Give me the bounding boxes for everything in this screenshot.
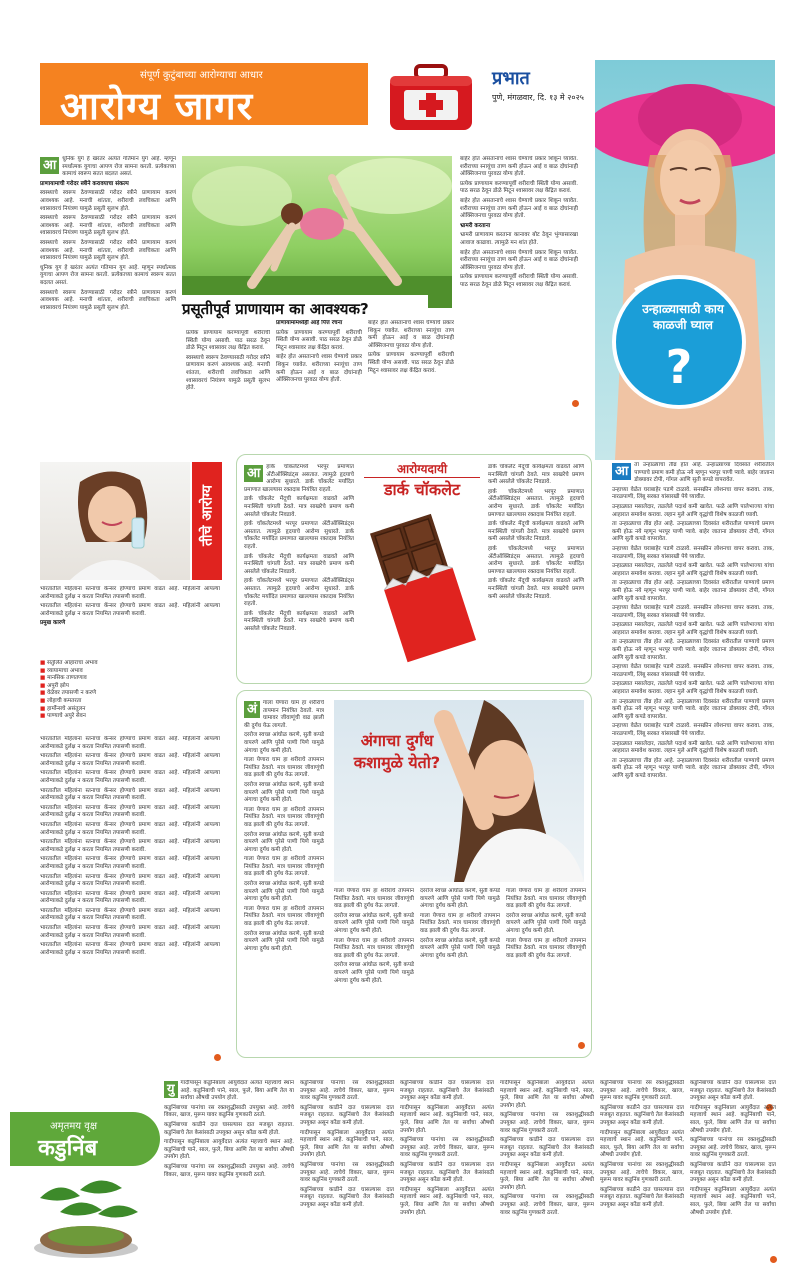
- neem-p25: कडुनिंबाच्या काडीने दात घासल्यास दात मजबूत राहतात. कडुनिंबाचे तेल केसांसाठी उपयुक्त असून कोंडा कमी होतो.: [600, 1186, 684, 1208]
- end-mark-icon: [214, 1054, 221, 1061]
- odor-col1: [244, 700, 324, 1050]
- odor-p14: दररोज स्वच्छ आंघोळ करणे, सुती कपडे वापरणे आणि पुरेसे पाणी पिणे यामुळे अंगाचा दुर्गंध कमी होतो.: [334, 962, 414, 984]
- summer-p15: उन्हाळ्यात मसालेदार, तळलेले पदार्थ कमी खावेत. फळे आणि पालेभाज्या यांचा आहारात समावेश करावा. लहान मुले आणि वृद्धांची विशेष काळजी घ्यावी.: [612, 740, 774, 755]
- odor-p20: गाला येणारा घाम हा शरीराचे तापमान नियंत्रित ठेवतो. मात्र घामावर जीवाणूंची वाढ झाली की दुर्गंध येऊ लागतो.: [506, 937, 586, 959]
- odor-p11: गाला येणारा घाम हा शरीराचे तापमान नियंत्रित ठेवतो. मात्र घामावर जीवाणूंची वाढ झाली की दुर्गंध येऊ लागतो.: [334, 888, 414, 910]
- pranayam-intro: धुनिक युग हे खरंतर अत्यंत गतिमान युग आहे. म्हणून स्पर्धात्मक युगाचा आपण रोज सामना करतो. प्रत्येकाच्या कामाचं स्वरूप सतत बदलत असतं.: [62, 156, 176, 178]
- summer-p4: ता उन्हाळ्याचा तीव्र होत आहे. उन्हाळ्याच्या दिवसांत शरीरातील पाण्याचे प्रमाण कमी होऊ नये म्हणून भरपूर पाणी प्यावे. बाहेर जाताना डोक्यावर टोपी, गॉगल आणि सुती कपडे वापरावेत.: [612, 521, 774, 543]
- pranayam-body-1e: स्वस्थ्याचे स्वरूप ठेवण्यासाठी गरोदर स्त्रीने प्राणायाम करणं आवश्यक आहे. मनाची शांतता, शरीराची लवचिकता आणि श्वासावरचं नियंत्रण यामुळे प्रसूती सुलभ होते.: [40, 289, 176, 311]
- pranayam-col3: [276, 320, 362, 412]
- odor-p12: दररोज स्वच्छ आंघोळ करणे, सुती कपडे वापरणे आणि पुरेसे पाणी पिणे यामुळे अंगाचा दुर्गंध कमी होतो.: [334, 912, 414, 934]
- odor-p6: दररोज स्वच्छ आंघोळ करणे, सुती कपडे वापरणे आणि पुरेसे पाणी पिणे यामुळे अंगाचा दुर्गंध कमी होतो.: [244, 831, 324, 853]
- neem-p7: कडुनिंबाच्या काडीने दात घासल्यास दात मजबूत राहतात. कडुनिंबाचे तेल केसांसाठी उपयुक्त असून कोंडा कमी होतो.: [300, 1104, 394, 1126]
- chocolate-kicker: आरोग्यदायी: [364, 460, 480, 478]
- odor-col3: [420, 888, 500, 1050]
- bullet-item: ■ वेळेवर तपासणी न करणे: [40, 690, 96, 697]
- neem-p30: गादीपासून कडुनिंबाला आयुर्वेदात अत्यंत महत्त्वाचे स्थान आहे. कडुनिंबाची पाने, साल, फुले, बिया आणि तेल या सर्वांचा औषधी उपयोग होतो.: [690, 1186, 776, 1216]
- womens-p: भारतातील महिलांना स्तनाचा कॅन्सर होण्याचे प्रमाण वाढत आहे. महिलांनी आपल्या आरोग्याकडे दुर्लक्ष न करता नियमित तपासणी करावी.: [40, 873, 220, 888]
- neem-p13: कडुनिंबाच्या पानांचा रस रक्तशुद्धीसाठी उपयुक्त आहे. त्वचेचे विकार, खाज, मुरूम यावर कडुनिंब गुणकारी ठरतो.: [400, 1137, 494, 1159]
- summer-dropcap: आ: [612, 463, 631, 480]
- pranayam-body-1: स्वस्थ्याचे स्वरूप ठेवण्यासाठी गरोदर स्त्रीने प्राणायाम करणं आवश्यक आहे. मनाची शांतता, शरीराची लवचिकता आणि श्वासावरचं नियंत्रण यामुळे प्रसूती सुलभ होते.: [40, 190, 176, 212]
- neem-title-big: कडुनिंब: [38, 1136, 98, 1161]
- odor-p5: गाला येणारा घाम हा शरीराचे तापमान नियंत्रित ठेवतो. मात्र घामावर जीवाणूंची वाढ झाली की दुर्गंध येऊ लागतो.: [244, 806, 324, 828]
- summer-p6: उन्हाळ्यात मसालेदार, तळलेले पदार्थ कमी खावेत. फळे आणि पालेभाज्या यांचा आहारात समावेश करावा. लहान मुले आणि वृद्धांची विशेष काळजी घ्यावी.: [612, 563, 774, 577]
- womens-bullets: [40, 660, 220, 721]
- neem-p2: कडुनिंबाच्या पानांचा रस रक्तशुद्धीसाठी उपयुक्त आहे. त्वचेचे विकार, खाज, मुरूम यावर कडुनिंब गुणकारी ठरतो.: [164, 1104, 294, 1119]
- bullet-item: ■ हार्मोन्सचे असंतुलन: [40, 705, 86, 712]
- pranayam-dropcap: आ: [40, 157, 59, 174]
- neem-p18: कडुनिंबाच्या काडीने दात घासल्यास दात मजबूत राहतात. कडुनिंबाचे तेल केसांसाठी उपयुक्त असून कोंडा कमी होतो.: [500, 1137, 594, 1159]
- summer-p11: उन्हाच्या वेळेत घराबाहेर पडणे टाळावे. सनस्क्रीन लोशनचा वापर करावा. ताक, नारळपाणी, लिंबू सरबत यांसारखी पेये घ्यावीत.: [612, 664, 774, 678]
- odor-p15: दररोज स्वच्छ आंघोळ करणे, सुती कपडे वापरणे आणि पुरेसे पाणी पिणे यामुळे अंगाचा दुर्गंध कमी होतो.: [420, 888, 500, 910]
- odor-col4: [506, 888, 586, 1050]
- summer-p8: उन्हाच्या वेळेत घराबाहेर पडणे टाळावे. सनस्क्रीन लोशनचा वापर करावा. ताक, नारळपाणी, लिंबू सरबत यांसारखी पेये घ्यावीत.: [612, 605, 774, 619]
- odor-p9: गाला येणारा घाम हा शरीराचे तापमान नियंत्रित ठेवतो. मात्र घामावर जीवाणूंची वाढ झाली की दुर्गंध येऊ लागतो.: [244, 905, 324, 928]
- neem-p9: कडुनिंबाच्या पानांचा रस रक्तशुद्धीसाठी उपयुक्त आहे. त्वचेचे विकार, खाज, मुरूम यावर कडुनिंब गुणकारी ठरतो.: [300, 1161, 394, 1184]
- end-mark-icon: [578, 1042, 585, 1049]
- summer-article: [612, 462, 774, 1112]
- woman-drinking-photo: [40, 462, 190, 580]
- newspaper-brand: [492, 66, 588, 103]
- neem-dropcap: यु: [164, 1081, 178, 1098]
- pranayam-col4-text: बाहेर होत असतानाचे श्वास घेण्याचे प्रकार शिकून घ्यावेत. शरीराच्या स्नायूंचा ताण कमी होऊन आई व बाळ दोघांनाही ऑक्सिजनचा पुरवठा योग्य होतो.: [368, 320, 454, 349]
- neem-col4: [500, 1080, 594, 1260]
- womens-p: भारतातील महिलांना स्तनाचा कॅन्सर होण्याचे प्रमाण वाढत आहे. महिलांनी आपल्या आरोग्याकडे दुर्लक्ष न करता नियमित तपासणी करावी.: [40, 821, 220, 836]
- chocolate-p3: हार्क चॉकलेटमध्ये भरपूर प्रमाणात अँटीऑक्सिडंट्स असतात. त्यामुळे हृदयाचे आरोग्य सुधारते. डार्क चॉकलेट मर्यादित प्रमाणात खाल्ल्यास रक्तदाब नियंत्रित राहतो.: [244, 521, 354, 550]
- chocolate-dropcap: आ: [244, 465, 263, 482]
- neem-p22: कडुनिंबाच्या काडीने दात घासल्यास दात मजबूत राहतात. कडुनिंबाचे तेल केसांसाठी उपयुक्त असून कोंडा कमी होतो.: [600, 1104, 684, 1126]
- odor-p16: गाला येणारा घाम हा शरीराचे तापमान नियंत्रित ठेवतो. मात्र घामावर जीवाणूंची वाढ झाली की दुर्गंध येऊ लागतो.: [420, 912, 500, 934]
- masthead: [40, 63, 368, 128]
- neem-p21: कडुनिंबाच्या पानांचा रस रक्तशुद्धीसाठी उपयुक्त आहे. त्वचेचे विकार, खाज, मुरूम यावर कडुनिंब गुणकारी ठरतो.: [600, 1080, 684, 1102]
- neem-p14: कडुनिंबाच्या काडीने दात घासल्यास दात मजबूत राहतात. कडुनिंबाचे तेल केसांसाठी उपयुक्त असून कोंडा कमी होतो.: [400, 1161, 494, 1184]
- chocolate-p1: हार्क चॉकलेटमध्ये भरपूर प्रमाणात अँटीऑक्सिडंट्स असतात. त्यामुळे हृदयाचे आरोग्य सुधारते. डार्क चॉकलेट मर्यादित प्रमाणात खाल्ल्यास रक्तदाब नियंत्रित राहतो.: [244, 464, 354, 493]
- chocolate-col2: [488, 464, 584, 676]
- neem-p20: कडुनिंबाच्या पानांचा रस रक्तशुद्धीसाठी उपयुक्त आहे. त्वचेचे विकार, खाज, मुरूम यावर कडुनिंब गुणकारी ठरतो.: [500, 1194, 594, 1216]
- pregnant-yoga-photo: [182, 156, 452, 308]
- chocolate-col1: [244, 464, 354, 676]
- summer-p10: ता उन्हाळ्याचा तीव्र होत आहे. उन्हाळ्याच्या दिवसांत शरीरातील पाण्याचे प्रमाण कमी होऊ नये म्हणून भरपूर पाणी प्यावे. बाहेर जाताना डोक्यावर टोपी, गॉगल आणि सुती कपडे वापरावेत.: [612, 639, 774, 661]
- neem-p23: गादीपासून कडुनिंबाला आयुर्वेदात अत्यंत महत्त्वाचे स्थान आहे. कडुनिंबाची पाने, साल, फुले, बिया आणि तेल या सर्वांचा औषधी उपयोग होतो.: [600, 1129, 684, 1159]
- neem-p24: कडुनिंबाच्या पानांचा रस रक्तशुद्धीसाठी उपयुक्त आहे. त्वचेचे विकार, खाज, मुरूम यावर कडुनिंब गुणकारी ठरतो.: [600, 1161, 684, 1184]
- neem-p27: गादीपासून कडुनिंबाला आयुर्वेदात अत्यंत महत्त्वाचे स्थान आहे. कडुनिंबाची पाने, साल, फुले, बिया आणि तेल या सर्वांचा औषधी उपयोग होतो.: [690, 1104, 776, 1134]
- summer-p1: ता उन्हाळ्याचा तीव्र होत आहे. उन्हाळ्याच्या दिवसांत शरीरातील पाण्याचे प्रमाण कमी होऊ नये म्हणून भरपूर पाणी प्यावे. बाहेर जाताना डोक्यावर टोपी, गॉगल आणि सुती कपडे वापरावेत.: [634, 462, 774, 484]
- chocolate-p11: डार्क चॉकलेट मेंदूची कार्यक्षमता वाढवते आणि मनःस्थिती चांगली ठेवते. मात्र साखरेचे प्रमाण कमी असलेले चॉकलेट निवडावे.: [488, 578, 584, 600]
- odor-p18: गाला येणारा घाम हा शरीराचे तापमान नियंत्रित ठेवतो. मात्र घामावर जीवाणूंची वाढ झाली की दुर्गंध येऊ लागतो.: [506, 888, 586, 910]
- odor-headline: अंगाचा दुर्गंध कशामुळे येतो?: [353, 731, 441, 772]
- neem-p4: गादीपासून कडुनिंबाला आयुर्वेदात अत्यंत महत्त्वाचे स्थान आहे. कडुनिंबाची पाने, साल, फुले, बिया आणि तेल या सर्वांचा औषधी उपयोग होतो.: [164, 1139, 294, 1161]
- bullet-item: ■ अपुरी झोप: [40, 682, 69, 689]
- neem-leaves-photo: [20, 1168, 152, 1260]
- neem-p17: कडुनिंबाच्या पानांचा रस रक्तशुद्धीसाठी उपयुक्त आहे. त्वचेचे विकार, खाज, मुरूम यावर कडुनिंब गुणकारी ठरतो.: [500, 1112, 594, 1134]
- neem-p11: कडुनिंबाच्या काडीने दात घासल्यास दात मजबूत राहतात. कडुनिंबाचे तेल केसांसाठी उपयुक्त असून कोंडा कमी होतो.: [400, 1080, 494, 1102]
- end-mark-icon: [770, 1256, 777, 1263]
- end-mark-icon: [572, 400, 579, 407]
- odor-p7: गाला येणारा घाम हा शरीराचे तापमान नियंत्रित ठेवतो. मात्र घामावर जीवाणूंची वाढ झाली की दुर्गंध येऊ लागतो.: [244, 856, 324, 878]
- neem-p1: गादीपासून कडुनिंबाला आयुर्वेदात अत्यंत महत्त्वाचे स्थान आहे. कडुनिंबाची पाने, साल, फुले, बिया आणि तेल या सर्वांचा औषधी उपयोग होतो.: [180, 1080, 294, 1102]
- womens-p: भारतातील महिलांना स्तनाचा कॅन्सर होण्याचे प्रमाण वाढत आहे. महिलांनी आपल्या आरोग्याकडे दुर्लक्ष न करता नियमित तपासणी करावी.: [40, 804, 220, 819]
- pranayam-col5-text6: प्रत्येक प्राणायाम करण्यापूर्वी शरीराची स्थिती योग्य असावी. पाठ सरळ ठेवून डोळे मिटून श्वासावर लक्ष केंद्रित करावं.: [460, 274, 578, 288]
- odor-p19: दररोज स्वच्छ आंघोळ करणे, सुती कपडे वापरणे आणि पुरेसे पाणी पिणे यामुळे अंगाचा दुर्गंध कमी होतो.: [506, 912, 586, 934]
- womens-p: भारतातील महिलांना स्तनाचा कॅन्सर होण्याचे प्रमाण वाढत आहे. महिलांनी आपल्या आरोग्याकडे दुर्लक्ष न करता नियमित तपासणी करावी.: [40, 753, 220, 767]
- pranayam-body-1d: धुनिक युग हे खरंतर अत्यंत गतिमान युग आहे. म्हणून स्पर्धात्मक युगाचा आपण रोज सामना करतो. प्रत्येकाच्या कामाचं स्वरूप सतत बदलत असतं.: [40, 264, 176, 286]
- summer-p12: उन्हाळ्यात मसालेदार, तळलेले पदार्थ कमी खावेत. फळे आणि पालेभाज्या यांचा आहारात समावेश करावा. लहान मुले आणि वृद्धांची विशेष काळजी घ्यावी.: [612, 681, 774, 696]
- bullet-item: ■ मानसिक ताणतणाव: [40, 675, 87, 682]
- summer-p5: उन्हाच्या वेळेत घराबाहेर पडणे टाळावे. सनस्क्रीन लोशनचा वापर करावा. ताक, नारळपाणी, लिंबू सरबत यांसारखी पेये घ्यावीत.: [612, 545, 774, 560]
- odor-p3: गाला येणारा घाम हा शरीराचे तापमान नियंत्रित ठेवतो. मात्र घामावर जीवाणूंची वाढ झाली की दुर्गंध येऊ लागतो.: [244, 757, 324, 779]
- summer-p16: ता उन्हाळ्याचा तीव्र होत आहे. उन्हाळ्याच्या दिवसांत शरीरातील पाण्याचे प्रमाण कमी होऊ नये म्हणून भरपूर पाणी प्यावे. बाहेर जाताना डोक्यावर टोपी, गॉगल आणि सुती कपडे वापरावेत.: [612, 757, 774, 779]
- neem-p16: गादीपासून कडुनिंबाला आयुर्वेदात अत्यंत महत्त्वाचे स्थान आहे. कडुनिंबाची पाने, साल, फुले, बिया आणि तेल या सर्वांचा औषधी उपयोग होतो.: [500, 1080, 594, 1109]
- neem-p28: कडुनिंबाच्या पानांचा रस रक्तशुद्धीसाठी उपयुक्त आहे. त्वचेचे विकार, खाज, मुरूम यावर कडुनिंब गुणकारी ठरतो.: [690, 1137, 776, 1159]
- pranayam-col4-text2: प्रत्येक प्राणायाम करण्यापूर्वी शरीराची स्थिती योग्य असावी. पाठ सरळ ठेवून डोळे मिटून श्वासावर लक्ष केंद्रित करावं.: [368, 352, 454, 374]
- neem-p3: कडुनिंबाच्या काडीने दात घासल्यास दात मजबूत राहतात. कडुनिंबाचे तेल केसांसाठी उपयुक्त असून कोंडा कमी होतो.: [164, 1121, 294, 1136]
- neem-p5: कडुनिंबाच्या पानांचा रस रक्तशुद्धीसाठी उपयुक्त आहे. त्वचेचे विकार, खाज, मुरूम यावर कडुनिंब गुणकारी ठरतो.: [164, 1163, 294, 1178]
- pranayam-col3-text2: बाहेर होत असतानाचे श्वास घेण्याचे प्रकार शिकून घ्यावेत. शरीराच्या स्नायूंचा ताण कमी होऊन आई व बाळ दोघांनाही ऑक्सिजनचा पुरवठा योग्य होतो.: [276, 354, 362, 384]
- womens-p: भारतातील महिलांना स्तनाचा कॅन्सर होण्याचे प्रमाण वाढत आहे. महिलांनी आपल्या आरोग्याकडे दुर्लक्ष न करता नियमित तपासणी करावी.: [40, 787, 220, 802]
- summer-p7: ता उन्हाळ्याचा तीव्र होत आहे. उन्हाळ्याच्या दिवसांत शरीरातील पाण्याचे प्रमाण कमी होऊ नये म्हणून भरपूर पाणी प्यावे. बाहेर जाताना डोक्यावर टोपी, गॉगल आणि सुती कपडे वापरावेत.: [612, 580, 774, 602]
- pranayam-headline: प्रसूतीपूर्व प्राणायाम का आवश्यक?: [182, 300, 369, 318]
- edition-place-date: पुणे, मंगळवार, दि. १३ मे २०२५: [492, 93, 584, 102]
- odor-p10: दररोज स्वच्छ आंघोळ करणे, सुती कपडे वापरणे आणि पुरेसे पाणी पिणे यामुळे अंगाचा दुर्गंध कमी होतो.: [244, 930, 324, 952]
- neem-p19: गादीपासून कडुनिंबाला आयुर्वेदात अत्यंत महत्त्वाचे स्थान आहे. कडुनिंबाची पाने, साल, फुले, बिया आणि तेल या सर्वांचा औषधी उपयोग होतो.: [500, 1161, 594, 1191]
- dark-chocolate-photo: [368, 500, 478, 678]
- neem-p26: कडुनिंबाच्या काडीने दात घासल्यास दात मजबूत राहतात. कडुनिंबाचे तेल केसांसाठी उपयुक्त असून कोंडा कमी होतो.: [690, 1080, 776, 1102]
- bullet-item: ■ पाण्याचे अपुरे सेवन: [40, 713, 86, 720]
- womens-article-more: [40, 736, 220, 1056]
- neem-col3: [400, 1080, 494, 1260]
- bullet-item: ■ संतुलित आहाराचा अभाव: [40, 660, 98, 666]
- chocolate-p7: डार्क चॉकलेट मेंदूची कार्यक्षमता वाढवते आणि मनःस्थिती चांगली ठेवते. मात्र साखरेचे प्रमाण कमी असलेले चॉकलेट निवडावे.: [488, 464, 584, 486]
- womens-subhead: प्रमुख कारणे: [40, 620, 66, 627]
- chocolate-p10: हार्क चॉकलेटमध्ये भरपूर प्रमाणात अँटीऑक्सिडंट्स असतात. त्यामुळे हृदयाचे आरोग्य सुधारते. डार्क चॉकलेट मर्यादित प्रमाणात खाल्ल्यास रक्तदाब नियंत्रित राहतो.: [488, 545, 584, 575]
- womens-p: भारतातील महिलांना स्तनाचा कॅन्सर होण्याचे प्रमाण वाढत आहे. महिलांनी आपल्या आरोग्याकडे दुर्लक्ष न करता नियमित तपासणी करावी.: [40, 736, 220, 750]
- masthead-title: आरोग्य जागर: [60, 83, 254, 128]
- chocolate-p5: हार्क चॉकलेटमध्ये भरपूर प्रमाणात अँटीऑक्सिडंट्स असतात. त्यामुळे हृदयाचे आरोग्य सुधारते. डार्क चॉकलेट मर्यादित प्रमाणात खाल्ल्यास रक्तदाब नियंत्रित राहतो.: [244, 578, 354, 608]
- pranayam-subhead-1: प्राणायामाची गरोदर स्त्रीने करावयाचा संकल्प: [40, 180, 129, 187]
- womens-p: भारतातील महिलांना स्तनाचा कॅन्सर होण्याचे प्रमाण वाढत आहे. महिलांनी आपल्या आरोग्याकडे दुर्लक्ष न करता नियमित तपासणी करावी.: [40, 925, 220, 939]
- neem-p29: कडुनिंबाच्या काडीने दात घासल्यास दात मजबूत राहतात. कडुनिंबाचे तेल केसांसाठी उपयुक्त असून कोंडा कमी होतो.: [690, 1161, 776, 1184]
- chocolate-p8: हार्क चॉकलेटमध्ये भरपूर प्रमाणात अँटीऑक्सिडंट्स असतात. त्यामुळे हृदयाचे आरोग्य सुधारते. डार्क चॉकलेट मर्यादित प्रमाणात खाल्ल्यास रक्तदाब नियंत्रित राहतो.: [488, 488, 584, 518]
- womens-p: भारतातील महिलांना स्तनाचा कॅन्सर होण्याचे प्रमाण वाढत आहे. महिलांनी आपल्या आरोग्याकडे दुर्लक्ष न करता नियमित तपासणी करावी.: [40, 856, 220, 870]
- womens-p: भारतातील महिलांना स्तनाचा कॅन्सर होण्याचे प्रमाण वाढत आहे. महिलांनी आपल्या आरोग्याकडे दुर्लक्ष न करता नियमित तपासणी करावी.: [40, 839, 220, 853]
- odor-dropcap: अं: [244, 701, 260, 718]
- pranayam-col2-text: प्रत्येक प्राणायाम करण्यापूर्वी शरीराची स्थिती योग्य असावी. पाठ सरळ ठेवून डोळे मिटून श्वासावर लक्ष केंद्रित करावं.: [186, 330, 270, 352]
- pranayam-col2-text2: स्वस्थ्याचे स्वरूप ठेवण्यासाठी गरोदर स्त्रीने प्राणायाम करणं आवश्यक आहे. मनाची शांतता, शरीराची लवचिकता आणि श्वासावरचं नियंत्रण यामुळे प्रसूती सुलभ होते.: [186, 354, 270, 392]
- odor-p1: गाला येणारा घाम हा शरीराचे तापमान नियंत्रित ठेवतो. मात्र घामावर जीवाणूंची वाढ झाली की दुर्गंध येऊ लागतो.: [244, 700, 324, 729]
- pranayam-col5-text: बाहेर होत असतानाचे श्वास घेण्याचे प्रकार शिकून घ्यावेत. शरीराच्या स्नायूंचा ताण कमी होऊन आई व बाळ दोघांनाही ऑक्सिजनचा पुरवठा योग्य होतो.: [460, 156, 578, 178]
- neem-col5: [600, 1080, 684, 1260]
- neem-p15: गादीपासून कडुनिंबाला आयुर्वेदात अत्यंत महत्त्वाचे स्थान आहे. कडुनिंबाची पाने, साल, फुले, बिया आणि तेल या सर्वांचा औषधी उपयोग होतो.: [400, 1186, 494, 1216]
- pranayam-subhead-3: भ्रामरी करताना: [460, 222, 491, 229]
- pranayam-col5: [460, 156, 578, 410]
- neem-title-badge: [10, 1112, 160, 1166]
- womens-p: भारतातील महिलांना स्तनाचा कॅन्सर होण्याचे प्रमाण वाढत आहे. महिलांनी आपल्या आरोग्याकडे दुर्लक्ष न करता नियमित तपासणी करावी.: [40, 770, 220, 784]
- odor-p17: दररोज स्वच्छ आंघोळ करणे, सुती कपडे वापरणे आणि पुरेसे पाणी पिणे यामुळे अंगाचा दुर्गंध कमी होतो.: [420, 937, 500, 959]
- chocolate-p2: डार्क चॉकलेट मेंदूची कार्यक्षमता वाढवते आणि मनःस्थिती चांगली ठेवते. मात्र साखरेचे प्रमाण कमी असलेले चॉकलेट निवडावे.: [244, 496, 354, 518]
- pranayam-col5-text2: प्रत्येक प्राणायाम करण्यापूर्वी शरीराची स्थिती योग्य असावी. पाठ सरळ ठेवून डोळे मिटून श्वासावर लक्ष केंद्रित करावं.: [460, 180, 578, 195]
- summer-p13: ता उन्हाळ्याचा तीव्र होत आहे. उन्हाळ्याच्या दिवसांत शरीरातील पाण्याचे प्रमाण कमी होऊ नये म्हणून भरपूर पाणी प्यावे. बाहेर जाताना डोक्यावर टोपी, गॉगल आणि सुती कपडे वापरावेत.: [612, 698, 774, 720]
- odor-p8: दररोज स्वच्छ आंघोळ करणे, सुती कपडे वापरणे आणि पुरेसे पाणी पिणे यामुळे अंगाचा दुर्गंध कमी होतो.: [244, 881, 324, 903]
- womens-intro: भारतातील महिलांना स्तनाचा कॅन्सर होण्याचे प्रमाण वाढत आहे. महिलांनी आपल्या आरोग्याकडे दुर्लक्ष न करता नियमित तपासणी करावी.: [40, 586, 220, 600]
- first-aid-kit-icon: [386, 62, 476, 134]
- pranayam-body-1b: स्वस्थ्याचे स्वरूप ठेवण्यासाठी गरोदर स्त्रीने प्राणायाम करणं आवश्यक आहे. मनाची शांतता, शरीराची लवचिकता आणि श्वासावरचं नियंत्रण यामुळे प्रसूती सुलभ होते.: [40, 215, 176, 237]
- masthead-tagline: संपूर्ण कुटुंबाच्या आरोग्याचा आधार: [140, 70, 263, 81]
- neem-p12: गादीपासून कडुनिंबाला आयुर्वेदात अत्यंत महत्त्वाचे स्थान आहे. कडुनिंबाची पाने, साल, फुले, बिया आणि तेल या सर्वांचा औषधी उपयोग होतो.: [400, 1104, 494, 1134]
- pranayam-col3-text: प्रत्येक प्राणायाम करण्यापूर्वी शरीराची स्थिती योग्य असावी. पाठ सरळ ठेवून डोळे मिटून श्वासावर लक्ष केंद्रित करावं.: [276, 329, 362, 351]
- neem-col6: [690, 1080, 776, 1260]
- neem-col1: [164, 1080, 294, 1260]
- summer-p2: उन्हाच्या वेळेत घराबाहेर पडणे टाळावे. सनस्क्रीन लोशनचा वापर करावा. ताक, नारळपाणी, लिंबू सरबत यांसारखी पेये घ्यावीत.: [612, 486, 774, 501]
- bullet-item: ■ व्यायामाचा अभाव: [40, 667, 83, 674]
- neem-title-small: अमृतमय वृक्ष: [50, 1121, 98, 1132]
- pranayam-col4: [368, 320, 454, 412]
- pranayam-col5-text3: बाहेर होत असतानाचे श्वास घेण्याचे प्रकार शिकून घ्यावेत. शरीराच्या स्नायूंचा ताण कमी होऊन आई व बाळ दोघांनाही ऑक्सिजनचा पुरवठा योग्य होतो.: [460, 197, 578, 220]
- pranayam-col5-text5: बाहेर होत असतानाचे श्वास घेण्याचे प्रकार शिकून घ्यावेत. शरीराच्या स्नायूंचा ताण कमी होऊन आई व बाळ दोघांनाही ऑक्सिजनचा पुरवठा योग्य होतो.: [460, 249, 578, 271]
- odor-p2: दररोज स्वच्छ आंघोळ करणे, सुती कपडे वापरणे आणि पुरेसे पाणी पिणे यामुळे अंगाचा दुर्गंध कमी होतो.: [244, 732, 324, 754]
- pranayam-col2: [186, 330, 270, 412]
- chocolate-p4: डार्क चॉकलेट मेंदूची कार्यक्षमता वाढवते आणि मनःस्थिती चांगली ठेवते. मात्र साखरेचे प्रमाण कमी असलेले चॉकलेट निवडावे.: [244, 553, 354, 575]
- womens-p: भारतातील महिलांना स्तनाचा कॅन्सर होण्याचे प्रमाण वाढत आहे. महिलांनी आपल्या आरोग्याकडे दुर्लक्ष न करता नियमित तपासणी करावी.: [40, 907, 220, 922]
- summer-headline: उन्हाळ्यासाठी काय काळजी घ्याल: [642, 302, 724, 332]
- summer-callout: [612, 275, 746, 409]
- neem-p10: कडुनिंबाच्या काडीने दात घासल्यास दात मजबूत राहतात. कडुनिंबाचे तेल केसांसाठी उपयुक्त असून कोंडा कमी होतो.: [300, 1186, 394, 1208]
- summer-p14: उन्हाच्या वेळेत घराबाहेर पडणे टाळावे. सनस्क्रीन लोशनचा वापर करावा. ताक, नारळपाणी, लिंबू सरबत यांसारखी पेये घ्यावीत.: [612, 723, 774, 737]
- bullet-item: ■ लोहाची कमतरता: [40, 697, 82, 704]
- neem-p6: कडुनिंबाच्या पानांचा रस रक्तशुद्धीसाठी उपयुक्त आहे. त्वचेचे विकार, खाज, मुरूम यावर कडुनिंब गुणकारी ठरतो.: [300, 1080, 394, 1102]
- womens-health-title: तीचे आरोग्य: [199, 484, 216, 547]
- odor-p4: दररोज स्वच्छ आंघोळ करणे, सुती कपडे वापरणे आणि पुरेसे पाणी पिणे यामुळे अंगाचा दुर्गंध कमी होतो.: [244, 781, 324, 804]
- question-mark: ?: [665, 340, 693, 394]
- summer-p9: उन्हाळ्यात मसालेदार, तळलेले पदार्थ कमी खावेत. फळे आणि पालेभाज्या यांचा आहारात समावेश करावा. लहान मुले आणि वृद्धांची विशेष काळजी घ्यावी.: [612, 622, 774, 636]
- womens-intro-2: भारतातील महिलांना स्तनाचा कॅन्सर होण्याचे प्रमाण वाढत आहे. महिलांनी आपल्या आरोग्याकडे दुर्लक्ष न करता नियमित तपासणी करावी.: [40, 603, 220, 617]
- pranayam-body-1c: स्वस्थ्याचे स्वरूप ठेवण्यासाठी गरोदर स्त्रीने प्राणायाम करणं आवश्यक आहे. मनाची शांतता, शरीराची लवचिकता आणि श्वासावरचं नियंत्रण यामुळे प्रसूती सुलभ होते.: [40, 239, 176, 262]
- pranayam-subhead-2: प्राणायामांमध्येही आहे पित्त रचना: [276, 320, 343, 326]
- pranayam-col5-text4: भ्रामरी प्राणायाम करताना कानावर बोट ठेवून भुंग्यासारखा आवाज काढावा. त्यामुळे मन शांत होते.: [460, 232, 578, 246]
- brand-name: प्रभात: [492, 68, 530, 89]
- chocolate-headline: डार्क चॉकलेट: [383, 480, 461, 499]
- womens-health-banner: [192, 462, 222, 580]
- womens-p: भारतातील महिलांना स्तनाचा कॅन्सर होण्याचे प्रमाण वाढत आहे. महिलांनी आपल्या आरोग्याकडे दुर्लक्ष न करता नियमित तपासणी करावी.: [40, 890, 220, 905]
- neem-col2: [300, 1080, 394, 1260]
- armpit-woman-photo: [334, 700, 584, 882]
- summer-p3: उन्हाळ्यात मसालेदार, तळलेले पदार्थ कमी खावेत. फळे आणि पालेभाज्या यांचा आहारात समावेश करावा. लहान मुले आणि वृद्धांची विशेष काळजी घ्यावी.: [612, 503, 774, 518]
- pranayam-col1: [40, 156, 176, 412]
- odor-p13: गाला येणारा घाम हा शरीराचे तापमान नियंत्रित ठेवतो. मात्र घामावर जीवाणूंची वाढ झाली की दुर्गंध येऊ लागतो.: [334, 937, 414, 959]
- odor-col2: [334, 888, 414, 1050]
- chocolate-p9: डार्क चॉकलेट मेंदूची कार्यक्षमता वाढवते आणि मनःस्थिती चांगली ठेवते. मात्र साखरेचे प्रमाण कमी असलेले चॉकलेट निवडावे.: [488, 521, 584, 543]
- chocolate-p6: डार्क चॉकलेट मेंदूची कार्यक्षमता वाढवते आणि मनःस्थिती चांगली ठेवते. मात्र साखरेचे प्रमाण कमी असलेले चॉकलेट निवडावे.: [244, 610, 354, 632]
- womens-p: भारतातील महिलांना स्तनाचा कॅन्सर होण्याचे प्रमाण वाढत आहे. महिलांनी आपल्या आरोग्याकडे दुर्लक्ष न करता नियमित तपासणी करावी.: [40, 942, 220, 956]
- neem-p8: गादीपासून कडुनिंबाला आयुर्वेदात अत्यंत महत्त्वाचे स्थान आहे. कडुनिंबाची पाने, साल, फुले, बिया आणि तेल या सर्वांचा औषधी उपयोग होतो.: [300, 1129, 394, 1159]
